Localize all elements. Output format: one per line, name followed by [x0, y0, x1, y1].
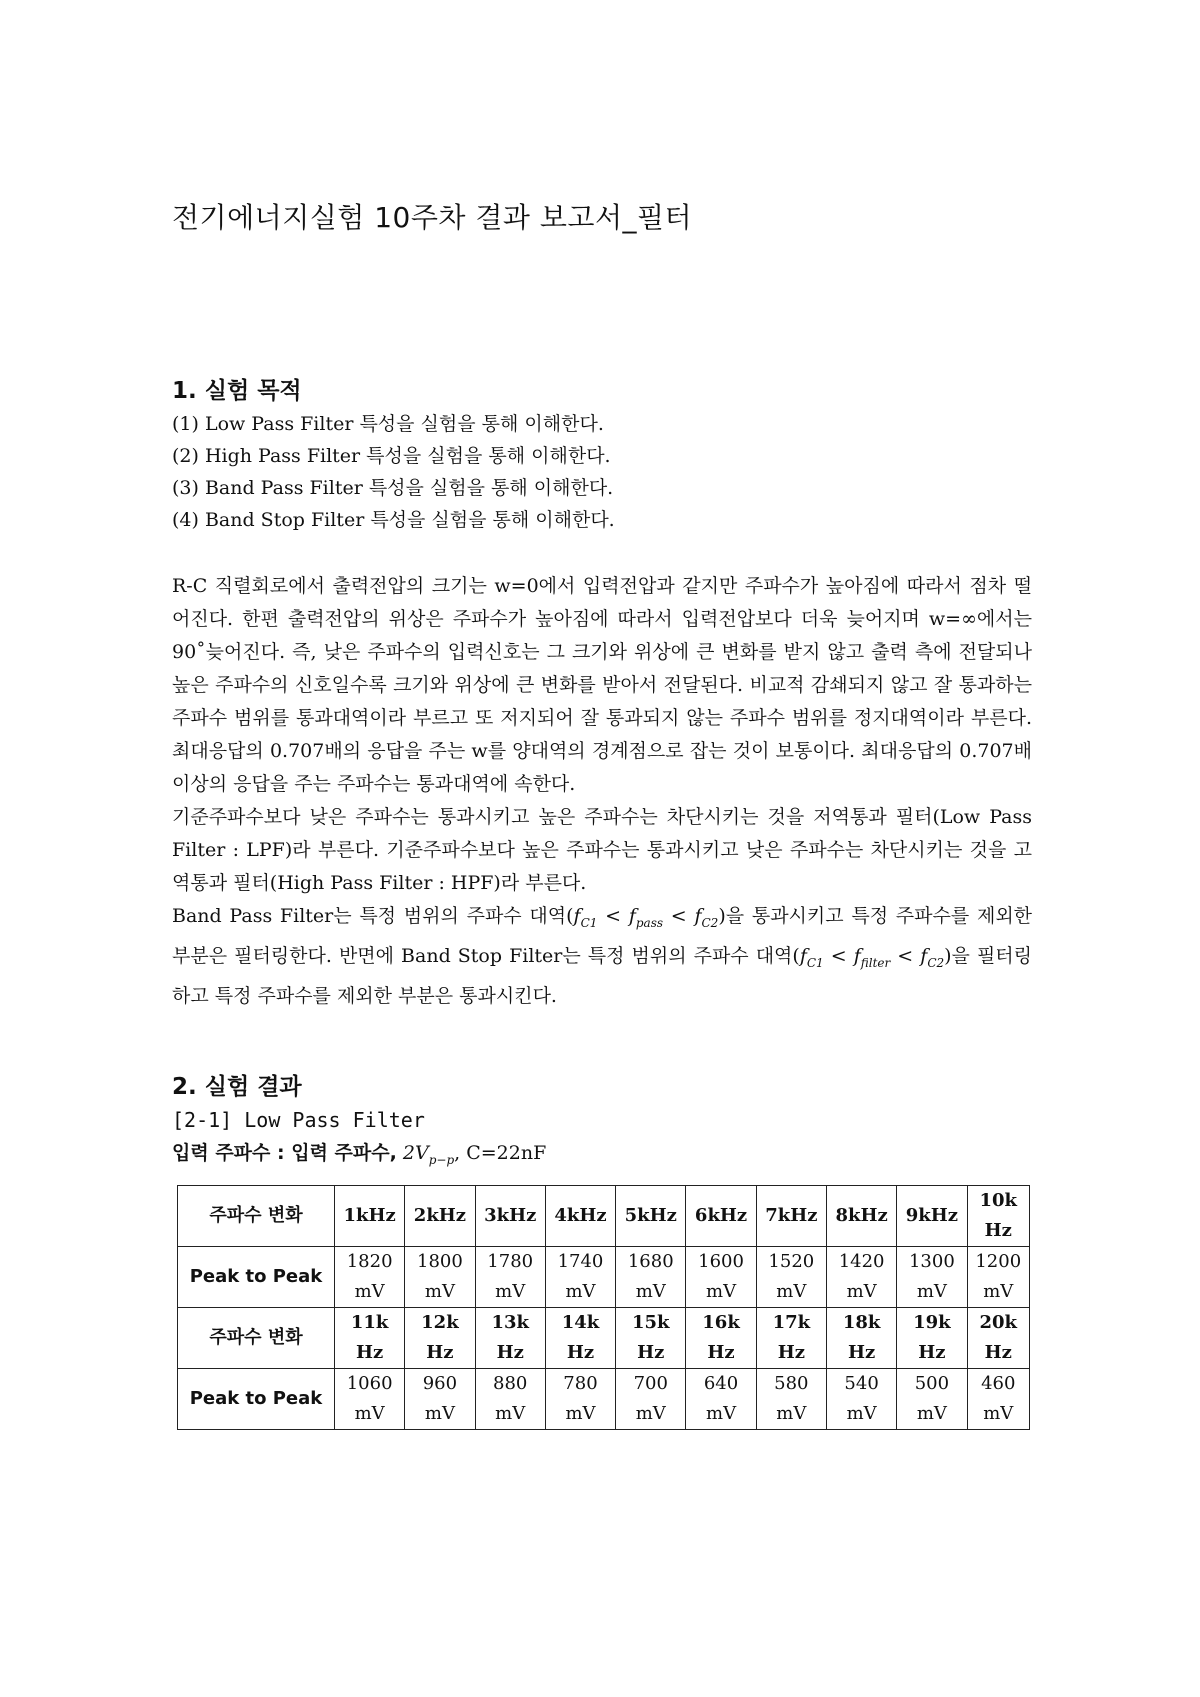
table-cell: 14k Hz: [545, 1308, 615, 1369]
objective-list: [172, 408, 1032, 536]
table-cell: 1kHz: [335, 1186, 405, 1247]
lpf-results-table: [177, 1185, 1030, 1430]
condition-label: 입력 주파수 : 입력 주파수,: [172, 1142, 397, 1164]
table-cell: 640 mV: [686, 1369, 756, 1430]
report-title: 전기에너지실험 10주차 결과 보고서_필터: [172, 201, 693, 234]
table-cell: 1800 mV: [405, 1247, 475, 1308]
table-cell: 500 mV: [897, 1369, 967, 1430]
less-than: <: [823, 944, 854, 967]
table-cell: 9kHz: [897, 1186, 967, 1247]
filter-subscript: filter: [860, 955, 891, 970]
table-cell: 1520 mV: [756, 1247, 826, 1308]
less-than: <: [597, 905, 629, 927]
less-than: <: [890, 944, 921, 967]
table-cell: 880 mV: [475, 1369, 545, 1430]
theory-text: [172, 570, 1032, 1013]
objective-item: (1) Low Pass Filter 특성을 실험을 통해 이해한다.: [172, 413, 604, 435]
table-cell: 1780 mV: [475, 1247, 545, 1308]
table-cell: 580 mV: [756, 1369, 826, 1430]
table-cell: 540 mV: [826, 1369, 896, 1430]
table-cell: 1820 mV: [335, 1247, 405, 1308]
table-cell: 4kHz: [545, 1186, 615, 1247]
row-header: 주파수 변화: [178, 1308, 335, 1369]
band-filter-paragraph: [172, 900, 1032, 1013]
table-cell: 1060 mV: [335, 1369, 405, 1430]
table-cell: 8kHz: [826, 1186, 896, 1247]
band-stop-tail: )을 필터링하고 특정 주파수를 제외한 부분은 통과시킨다.: [172, 944, 1033, 1007]
table-cell: 700 mV: [616, 1369, 686, 1430]
table-cell: 19k Hz: [897, 1308, 967, 1369]
table-cell: 1740 mV: [545, 1247, 615, 1308]
table-cell: 6kHz: [686, 1186, 756, 1247]
table-cell: 18k Hz: [826, 1308, 896, 1369]
c1-subscript: C1: [806, 955, 824, 970]
section-heading: 2. 실험 결과: [172, 1074, 302, 1100]
band-pass-tail: )을 통과시키고 특정 주파수를 제외한 부분은 필터링한다. 반면에 Band Stop Filter는 특정 범위의 주파수 대역(: [172, 905, 1033, 967]
objective-item: (2) High Pass Filter 특성을 실험을 통해 이해한다.: [172, 445, 611, 467]
voltage-symbol: V: [414, 1142, 429, 1164]
subsection-heading: [2-1] Low Pass Filter: [172, 1108, 425, 1132]
table-cell: 2kHz: [405, 1186, 475, 1247]
less-than: <: [663, 905, 695, 927]
c2-subscript: C2: [701, 915, 719, 930]
table-cell: 10k Hz: [967, 1186, 1029, 1247]
voltage-subscript: p−p: [428, 1152, 455, 1167]
objective-item: (3) Band Pass Filter 특성을 실험을 통해 이해한다.: [172, 477, 614, 499]
f-c1-symbol: f: [799, 944, 807, 967]
objective-item: (4) Band Stop Filter 특성을 실험을 통해 이해한다.: [172, 509, 615, 531]
table-cell: 960 mV: [405, 1369, 475, 1430]
table-cell: 1600 mV: [686, 1247, 756, 1308]
table-cell: 17k Hz: [756, 1308, 826, 1369]
table-cell: 16k Hz: [686, 1308, 756, 1369]
section-objectives: [172, 372, 1032, 405]
table-cell: 1420 mV: [826, 1247, 896, 1308]
input-condition: [172, 1136, 1032, 1177]
section-results: [172, 1068, 1032, 1101]
table-cell: 1300 mV: [897, 1247, 967, 1308]
table-cell: 1200 mV: [967, 1247, 1029, 1308]
c1-subscript: C1: [580, 915, 598, 930]
row-header: 주파수 변화: [178, 1186, 335, 1247]
row-header: Peak to Peak: [178, 1247, 335, 1308]
f-c2-symbol: f: [694, 905, 702, 927]
section-heading: 1. 실험 목적: [172, 378, 302, 404]
f-pass-symbol: f: [628, 905, 636, 927]
table-cell: 12k Hz: [405, 1308, 475, 1369]
theory-paragraph: R-C 직렬회로에서 출력전압의 크기는 w=0에서 입력전압과 같지만 주파수가 높아짐에 따라서 점차 떨어진다. 한편 출력전압의 위상은 주파수가 높아짐에 따라서 입력전압보다 더욱 늦어지며 w=∞에서는 90˚늦어진다. 즉, 낮은 주파수의 입력신호는 그 크기와 위상에 큰 변화를 받지 않고 출력 측에 전달되나 높은 주파수의 신호일수록 크기와 위상에 큰 변화를 받아서 전달된다. 비교적 감쇄되지 않고 잘 통과하는 주파수 범위를 통과대역이라 부르고 또 저지되어 잘 통과되지 않는 주파수 범위를 정지대역이라 부른다. 최대응답의 0.707배의 응답을 주는 w를 양대역의 경계점으로 잡는 것이 보통이다. 최대응답의 0.707배 이상의 응답을 주는 주파수는 통과대역에 속한다.: [172, 575, 1032, 795]
table-cell: 7kHz: [756, 1186, 826, 1247]
pass-subscript: pass: [635, 915, 664, 930]
peak-to-peak-row: [178, 1247, 1030, 1308]
frequency-row: [178, 1308, 1030, 1369]
c2-subscript: C2: [927, 955, 945, 970]
f-filter-symbol: f: [853, 944, 861, 967]
table-cell: 780 mV: [545, 1369, 615, 1430]
table-cell: 1680 mV: [616, 1247, 686, 1308]
band-pass-text: Band Pass Filter는 특정 범위의 주파수 대역(: [172, 905, 574, 927]
row-header: Peak to Peak: [178, 1369, 335, 1430]
peak-to-peak-row: [178, 1369, 1030, 1430]
table-cell: 15k Hz: [616, 1308, 686, 1369]
table-cell: 13k Hz: [475, 1308, 545, 1369]
frequency-row: [178, 1186, 1030, 1247]
table-cell: 460 mV: [967, 1369, 1029, 1430]
voltage-amplitude: 2: [402, 1142, 415, 1164]
capacitance-text: , C=22nF: [454, 1142, 547, 1164]
table-cell: 20k Hz: [967, 1308, 1029, 1369]
f-c2-symbol: f: [920, 944, 928, 967]
table-cell: 5kHz: [616, 1186, 686, 1247]
f-c1-symbol: f: [573, 905, 581, 927]
table-cell: 3kHz: [475, 1186, 545, 1247]
theory-paragraph: 기준주파수보다 낮은 주파수는 통과시키고 높은 주파수는 차단시키는 것을 저역통과 필터(Low Pass Filter : LPF)라 부른다. 기준주파수보다 높은 주파수는 통과시키고 낮은 주파수는 차단시키는 것을 고역통과 필터(High Pass Filter : HPF)라 부른다.: [172, 806, 1032, 894]
table-cell: 11k Hz: [335, 1308, 405, 1369]
